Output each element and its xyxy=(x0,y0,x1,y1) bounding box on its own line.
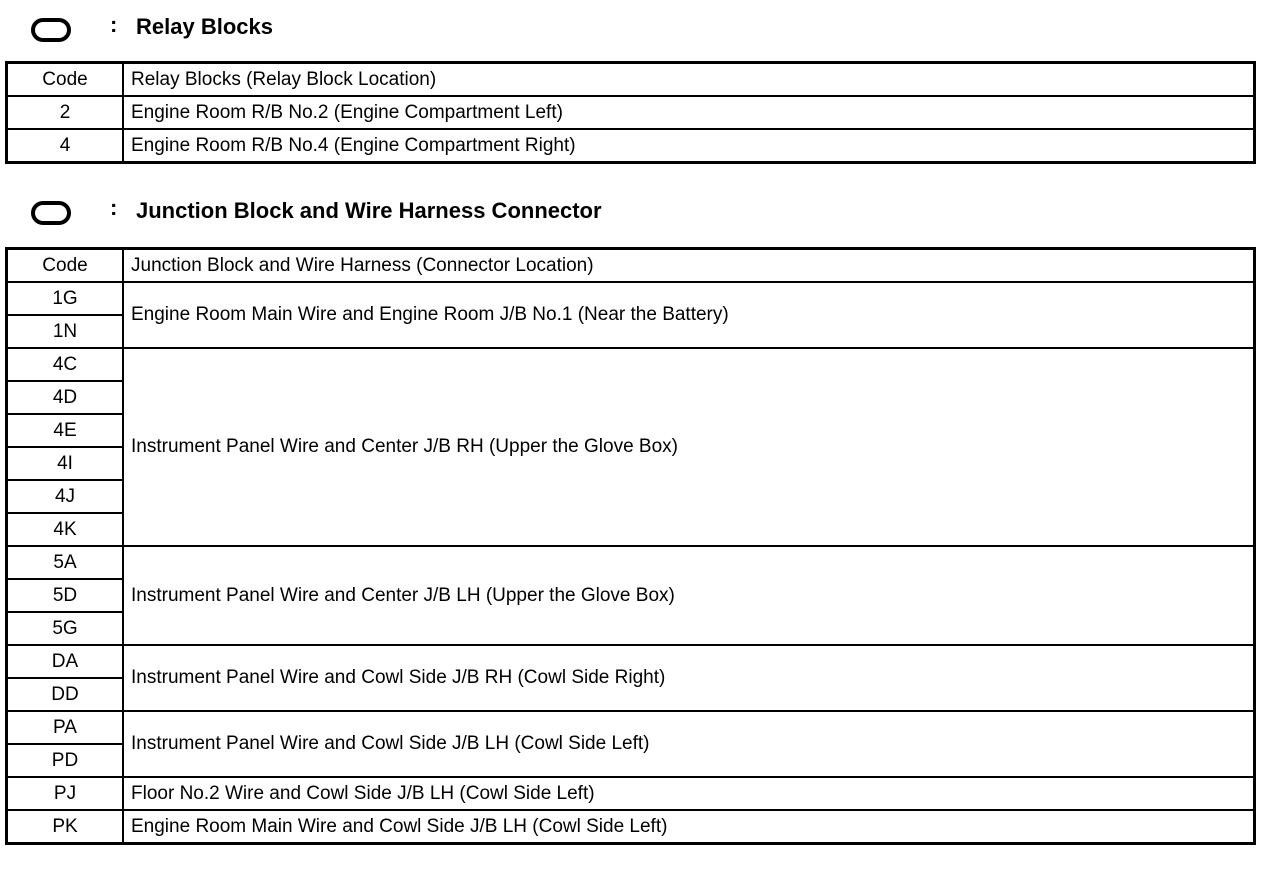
junction-block-heading xyxy=(0,192,1280,232)
table-row xyxy=(7,546,1255,579)
table-header-row xyxy=(7,249,1255,283)
code-cell: PK xyxy=(7,810,124,844)
code-cell: 4D xyxy=(7,381,124,414)
location-cell: Engine Room Main Wire and Engine Room J/B No.1 (Near the Battery) xyxy=(123,282,1255,348)
code-cell: 5G xyxy=(7,612,124,645)
code-cell: 4 xyxy=(7,129,124,163)
code-cell: 4J xyxy=(7,480,124,513)
heading-colon: : xyxy=(110,12,118,37)
code-column-header: Code xyxy=(7,63,124,97)
table-row xyxy=(7,711,1255,744)
location-cell: Engine Room Main Wire and Cowl Side J/B LH (Cowl Side Left) xyxy=(123,810,1255,844)
code-column-header: Code xyxy=(7,249,124,283)
table-row xyxy=(7,777,1255,810)
table-row xyxy=(7,96,1255,129)
code-cell: 4C xyxy=(7,348,124,381)
location-cell: Floor No.2 Wire and Cowl Side J/B LH (Cowl Side Left) xyxy=(123,777,1255,810)
location-column-header: Junction Block and Wire Harness (Connector Location) xyxy=(123,249,1255,283)
relay-blocks-heading xyxy=(0,10,1280,50)
table-row xyxy=(7,348,1255,381)
code-cell: PA xyxy=(7,711,124,744)
table-row xyxy=(7,645,1255,678)
location-cell: Instrument Panel Wire and Center J/B LH (Upper the Glove Box) xyxy=(123,546,1255,645)
table-row xyxy=(7,129,1255,163)
location-cell: Instrument Panel Wire and Cowl Side J/B LH (Cowl Side Left) xyxy=(123,711,1255,777)
code-cell: 5D xyxy=(7,579,124,612)
rounded-rectangle-icon xyxy=(31,18,71,42)
heading-colon: : xyxy=(110,195,118,220)
location-cell: Engine Room R/B No.4 (Engine Compartment Right) xyxy=(123,129,1255,163)
code-cell: DA xyxy=(7,645,124,678)
code-cell: 1G xyxy=(7,282,124,315)
location-cell: Instrument Panel Wire and Center J/B RH (Upper the Glove Box) xyxy=(123,348,1255,546)
table-row xyxy=(7,810,1255,844)
rounded-rectangle-icon xyxy=(31,201,71,225)
code-cell: PD xyxy=(7,744,124,777)
code-cell: 4I xyxy=(7,447,124,480)
location-cell: Engine Room R/B No.2 (Engine Compartment Left) xyxy=(123,96,1255,129)
location-column-header: Relay Blocks (Relay Block Location) xyxy=(123,63,1255,97)
table-row xyxy=(7,282,1255,315)
code-cell: 1N xyxy=(7,315,124,348)
code-cell: DD xyxy=(7,678,124,711)
table-header-row xyxy=(7,63,1255,97)
location-cell: Instrument Panel Wire and Cowl Side J/B RH (Cowl Side Right) xyxy=(123,645,1255,711)
junction-block-title: Junction Block and Wire Harness Connector xyxy=(136,198,602,223)
code-cell: PJ xyxy=(7,777,124,810)
code-cell: 4E xyxy=(7,414,124,447)
code-cell: 2 xyxy=(7,96,124,129)
junction-block-table xyxy=(5,247,1256,845)
code-cell: 4K xyxy=(7,513,124,546)
relay-blocks-title: Relay Blocks xyxy=(136,14,273,39)
code-cell: 5A xyxy=(7,546,124,579)
relay-blocks-table xyxy=(5,61,1256,164)
